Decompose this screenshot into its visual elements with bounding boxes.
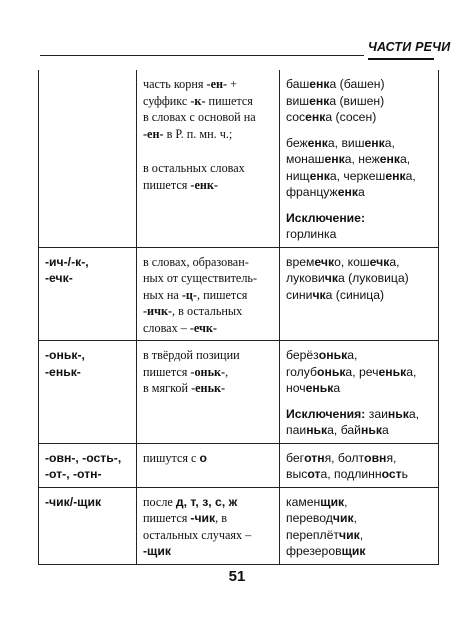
example-highlight: енк bbox=[324, 152, 345, 166]
example-group: Исключения: заинька, паинька, байнька bbox=[286, 406, 420, 437]
example-highlight: Исключение: bbox=[286, 210, 366, 225]
example-group: беженка, вишенка, монашенка, неженка, нищенка, черкешенка, француженка bbox=[286, 135, 416, 199]
rule-highlight: о bbox=[199, 450, 207, 465]
suffix-cell: -чик/-щик bbox=[39, 487, 137, 564]
table-row bbox=[39, 443, 439, 487]
example-highlight: еньк bbox=[378, 364, 407, 379]
example-highlight: от bbox=[307, 467, 321, 481]
examples-cell bbox=[280, 341, 439, 444]
example-highlight: ост bbox=[381, 467, 402, 481]
examples-cell bbox=[280, 70, 439, 247]
example-highlight: щик bbox=[341, 544, 366, 558]
example-highlight: ечк bbox=[369, 254, 390, 269]
suffix-rules-table bbox=[38, 70, 439, 565]
rule-cell bbox=[137, 247, 280, 341]
rule-highlight: -еньк- bbox=[191, 381, 226, 395]
example-highlight: овн bbox=[364, 450, 387, 465]
example-highlight: отн bbox=[304, 450, 325, 465]
rule-highlight: д, т, з, с, ж bbox=[175, 494, 238, 509]
rule-highlight: -ечк- bbox=[189, 320, 217, 335]
example-group: Исключение: горлинка bbox=[286, 210, 366, 241]
example-highlight: енк bbox=[305, 110, 326, 124]
example-highlight: ньк bbox=[387, 406, 409, 421]
running-header: ЧАСТИ РЕЧИ bbox=[368, 40, 434, 60]
example-highlight: енк bbox=[337, 185, 358, 199]
example-highlight: енк bbox=[364, 135, 385, 150]
example-highlight: енк bbox=[309, 93, 330, 108]
rule-highlight: -щик bbox=[143, 544, 171, 558]
rule-text: в остальных словах пишется -енк- bbox=[143, 161, 245, 192]
rule-text: пишутся с о bbox=[143, 450, 207, 465]
example-highlight: чк bbox=[312, 287, 326, 302]
table-row bbox=[39, 341, 439, 444]
suffix-cell: -оньк-, -еньк- bbox=[39, 341, 137, 444]
examples-cell bbox=[280, 247, 439, 341]
example-highlight: ечк bbox=[314, 254, 335, 269]
rule-text: в словах, образован- ных от существитель- ных на -ц-, пишется -ичк-, в остальных словах – -ечк- bbox=[143, 254, 258, 335]
example-group: беготня, болтовня, высота, подлинность bbox=[286, 450, 408, 481]
rule-highlight: -ц- bbox=[181, 287, 197, 302]
examples-cell bbox=[280, 443, 439, 487]
table-row bbox=[39, 70, 439, 247]
example-highlight: енк bbox=[309, 77, 330, 91]
table-row bbox=[39, 247, 439, 341]
example-highlight: енк bbox=[307, 135, 328, 150]
example-group: башенка (башен) вишенка (вишен) сосенка (сосен) bbox=[286, 77, 385, 124]
example-highlight: чк bbox=[324, 271, 338, 285]
example-highlight: ньк bbox=[361, 423, 382, 437]
header-rule bbox=[40, 55, 364, 56]
rule-text: после д, т, з, с, ж пишется -чик, в остальных случаях – -щик bbox=[143, 494, 252, 558]
example-group: каменщик, переводчик, переплётчик, фрезеровщик bbox=[286, 494, 366, 558]
example-highlight: щик bbox=[320, 494, 345, 509]
rule-text: в твёрдой позиции пишется -оньк-, в мягкой -еньк- bbox=[143, 348, 240, 395]
example-highlight: енк bbox=[309, 168, 330, 183]
suffix-cell bbox=[39, 70, 137, 247]
suffix-cell: -овн-, -ость-, -от-, -отн- bbox=[39, 443, 137, 487]
example-group: времечко, кошечка, луковичка (луковица) синичка (синица) bbox=[286, 254, 409, 302]
example-highlight: оньк bbox=[317, 364, 346, 379]
example-highlight: енк bbox=[385, 168, 406, 183]
example-highlight: чик bbox=[332, 511, 354, 525]
example-group: берёзонька, голубонька, реченька, ноченька bbox=[286, 348, 417, 395]
rule-highlight: -енк- bbox=[190, 177, 218, 192]
rule-highlight: -чик bbox=[190, 511, 216, 525]
suffix-cell: -ич-/-к-, -ечк- bbox=[39, 247, 137, 341]
rule-cell bbox=[137, 487, 280, 564]
rule-highlight: -к- bbox=[190, 93, 206, 108]
rule-cell bbox=[137, 341, 280, 444]
rule-highlight: -ичк- bbox=[143, 304, 173, 318]
example-highlight: оньк bbox=[318, 348, 348, 362]
examples-cell bbox=[280, 487, 439, 564]
rule-highlight: -оньк- bbox=[190, 364, 226, 379]
example-highlight: чик bbox=[339, 527, 360, 542]
rule-highlight: -ен- bbox=[143, 126, 164, 141]
page-number: 51 bbox=[228, 568, 246, 585]
table-row bbox=[39, 487, 439, 564]
example-highlight: еньк bbox=[305, 381, 334, 395]
rule-cell bbox=[137, 70, 280, 247]
example-highlight: Исключения: bbox=[286, 406, 366, 421]
example-highlight: енк bbox=[379, 152, 401, 166]
rule-cell bbox=[137, 443, 280, 487]
rule-text: часть корня -ен- + суффикс -к- пишется в словах с основой на -ен- в Р. п. мн. ч.; bbox=[143, 77, 256, 141]
rule-highlight: -ен- bbox=[206, 77, 228, 91]
example-highlight: ньк bbox=[306, 423, 328, 437]
